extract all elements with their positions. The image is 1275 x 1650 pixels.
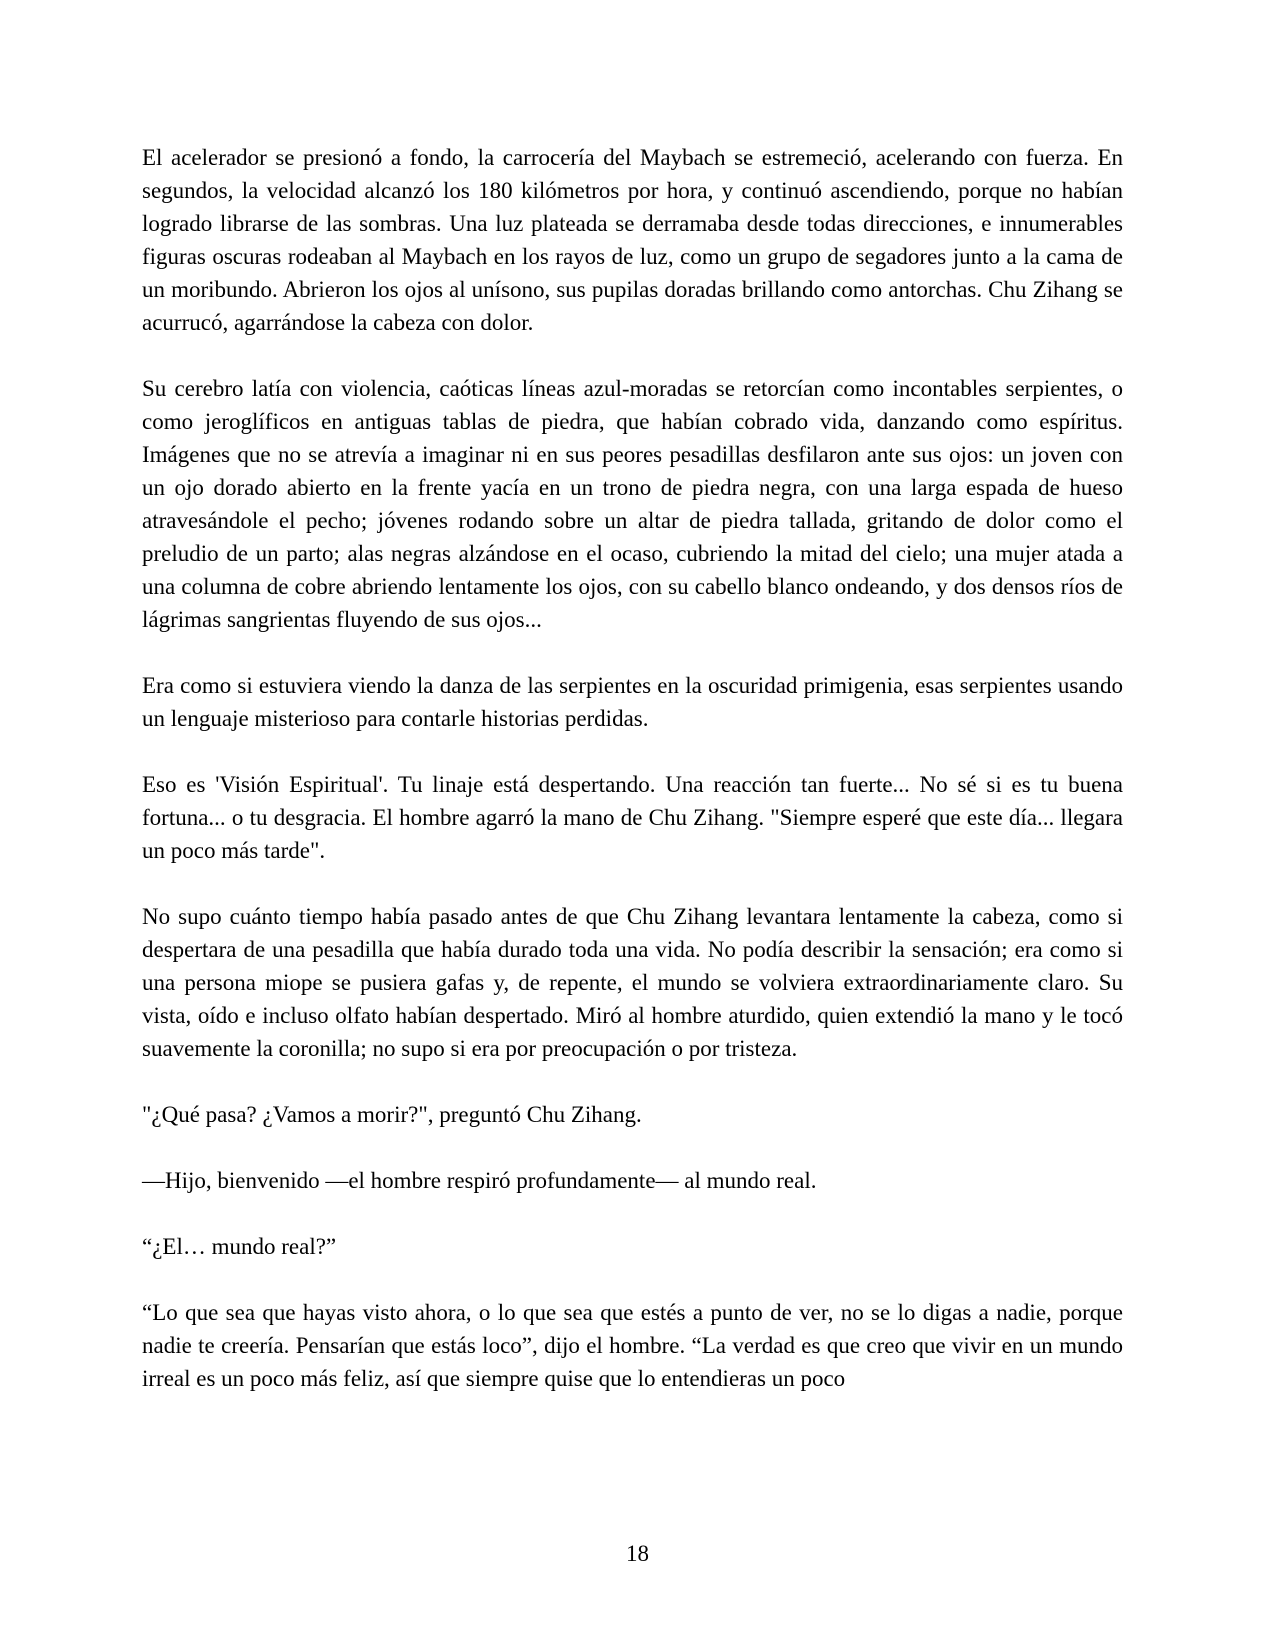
- paragraph: El acelerador se presionó a fondo, la carrocería del Maybach se estremeció, acelerando con fuerza. En segundos, la velocidad alcanzó los 180 kilómetros por hora, y continuó ascendiendo, porque no habían logrado librarse de las sombras. Una luz plateada se derramaba desde todas direcciones, e innumerables figuras oscuras rodeaban al Maybach en los rayos de luz, como un grupo de segadores junto a la cama de un moribundo. Abrieron los ojos al unísono, sus pupilas doradas brillando como antorchas. Chu Zihang se acurrucó, agarrándose la cabeza con dolor.: [142, 145, 1123, 335]
- paragraph: —Hijo, bienvenido —el hombre respiró profundamente— al mundo real.: [142, 1168, 817, 1193]
- paragraph: Era como si estuviera viendo la danza de las serpientes en la oscuridad primigenia, esas serpientes usando un lenguaje misterioso para contarle historias perdidas.: [142, 673, 1123, 731]
- paragraph: Eso es 'Visión Espiritual'. Tu linaje está despertando. Una reacción tan fuerte... No sé si es tu buena fortuna... o tu desgracia. El hombre agarró la mano de Chu Zihang. "Siempre esperé que este día... llegara un poco más tarde".: [142, 772, 1123, 863]
- paragraph: “¿El… mundo real?”: [142, 1234, 337, 1259]
- text-block: [142, 141, 1123, 1428]
- paragraph: No supo cuánto tiempo había pasado antes de que Chu Zihang levantara lentamente la cabeza, como si despertara de una pesadilla que había durado toda una vida. No podía describir la sensación; era como si una persona miope se pusiera gafas y, de repente, el mundo se volviera extraordinariamente claro. Su vista, oído e incluso olfato habían despertado. Miró al hombre aturdido, quien extendió la mano y le tocó suavemente la coronilla; no supo si era por preocupación o por tristeza.: [142, 904, 1123, 1061]
- paragraph: “Lo que sea que hayas visto ahora, o lo que sea que estés a punto de ver, no se lo digas a nadie, porque nadie te creería. Pensarían que estás loco”, dijo el hombre. “La verdad es que creo que vivir en un mundo irreal es un poco más feliz, así que siempre quise que lo entendieras un poco: [142, 1300, 1123, 1391]
- page-number: 18: [626, 1541, 649, 1566]
- paragraph: "¿Qué pasa? ¿Vamos a morir?", preguntó Chu Zihang.: [142, 1102, 642, 1127]
- paragraph: Su cerebro latía con violencia, caóticas líneas azul-moradas se retorcían como incontables serpientes, o como jeroglíficos en antiguas tablas de piedra, que habían cobrado vida, danzando como espíritus. Imágenes que no se atrevía a imaginar ni en sus peores pesadillas desfilaron ante sus ojos: un joven con un ojo dorado abierto en la frente yacía en un trono de piedra negra, con una larga espada de hueso atravesándole el pecho; jóvenes rodando sobre un altar de piedra tallada, gritando de dolor como el preludio de un parto; alas negras alzándose en el ocaso, cubriendo la mitad del cielo; una mujer atada a una columna de cobre abriendo lentamente los ojos, con su cabello blanco ondeando, y dos densos ríos de lágrimas sangrientas fluyendo de sus ojos...: [142, 376, 1123, 632]
